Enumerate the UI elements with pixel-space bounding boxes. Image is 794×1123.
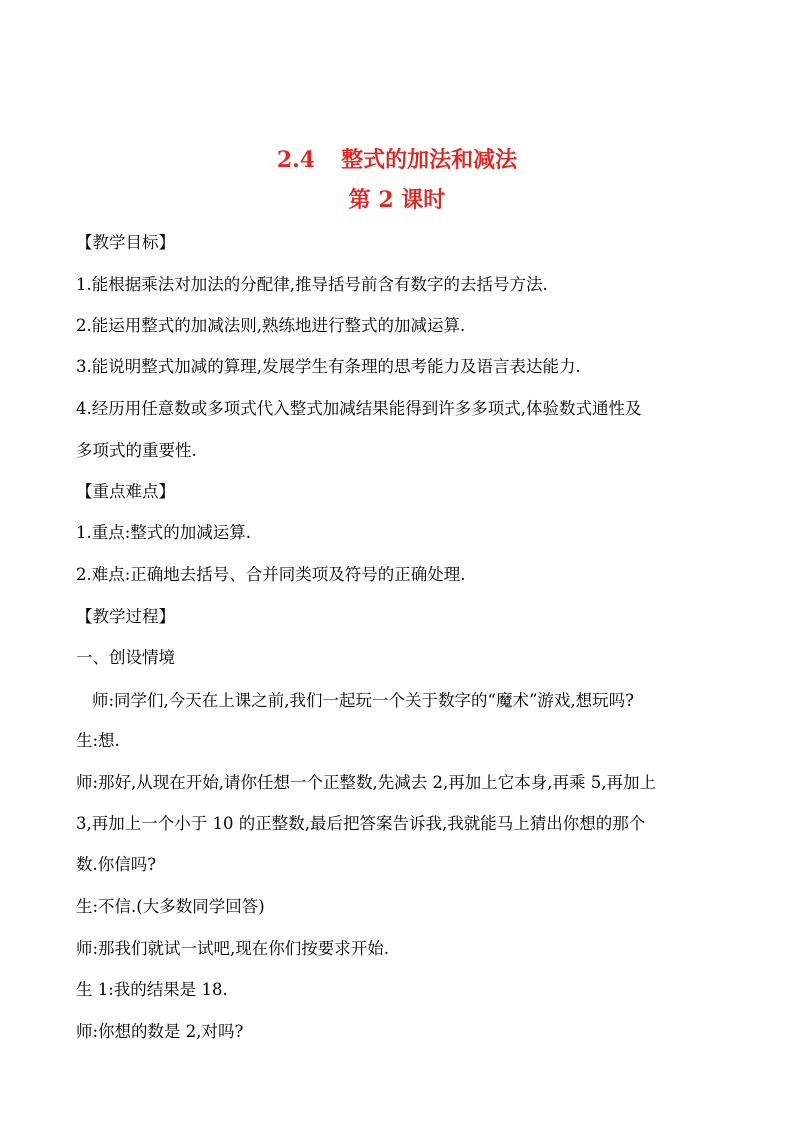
lesson-title: 第 2 课时 xyxy=(348,187,446,213)
dialogue-line: 3,再加上一个小于 10 的正整数,最后把答案告诉我,我就能马上猜出你想的那个 xyxy=(76,814,646,833)
objective-item: 1.能根据乘法对加法的分配律,推导括号前含有数字的去括号方法. xyxy=(76,275,548,294)
objective-item: 3.能说明整式加减的算理,发展学生有条理的思考能力及语言表达能力. xyxy=(76,357,581,376)
section-number: 2.4 xyxy=(276,147,316,173)
dialogue-line: 生:不信.(大多数同学回答) xyxy=(76,897,265,916)
process-heading: 【教学过程】 xyxy=(76,607,175,626)
objective-item: 2.能运用整式的加减法则,熟练地进行整式的加减运算. xyxy=(76,316,466,335)
objective-item: 4.经历用任意数或多项式代入整式加减结果能得到许多多项式,体验数式通性及 xyxy=(76,399,642,418)
dialogue-line: 生 1:我的结果是 18. xyxy=(76,980,228,999)
section-title xyxy=(0,146,794,174)
key-point-item: 2.难点:正确地去括号、合并同类项及符号的正确处理. xyxy=(76,565,466,584)
process-subheading: 一、创设情境 xyxy=(76,648,175,667)
section-title-text: 整式的加法和减法 xyxy=(341,147,518,173)
dialogue-line: 师:那我们就试一试吧,现在你们按要求开始. xyxy=(76,939,390,958)
key-point-item: 1.重点:整式的加减运算. xyxy=(76,523,252,542)
dialogue-line: 生:想. xyxy=(76,731,120,750)
dialogue-line: 师:同学们,今天在上课之前,我们一起玩一个关于数字的“魔术”游戏,想玩吗? xyxy=(92,691,635,710)
dialogue-line: 师:那好,从现在开始,请你任想一个正整数,先减去 2,再加上它本身,再乘 5,再加上 xyxy=(76,773,657,792)
dialogue-line: 数.你信吗? xyxy=(76,855,157,874)
objectives-heading: 【教学目标】 xyxy=(76,233,175,252)
key-points-heading: 【重点难点】 xyxy=(76,482,175,501)
objective-item-continued: 多项式的重要性. xyxy=(76,441,197,460)
dialogue-line: 师:你想的数是 2,对吗? xyxy=(76,1022,244,1041)
